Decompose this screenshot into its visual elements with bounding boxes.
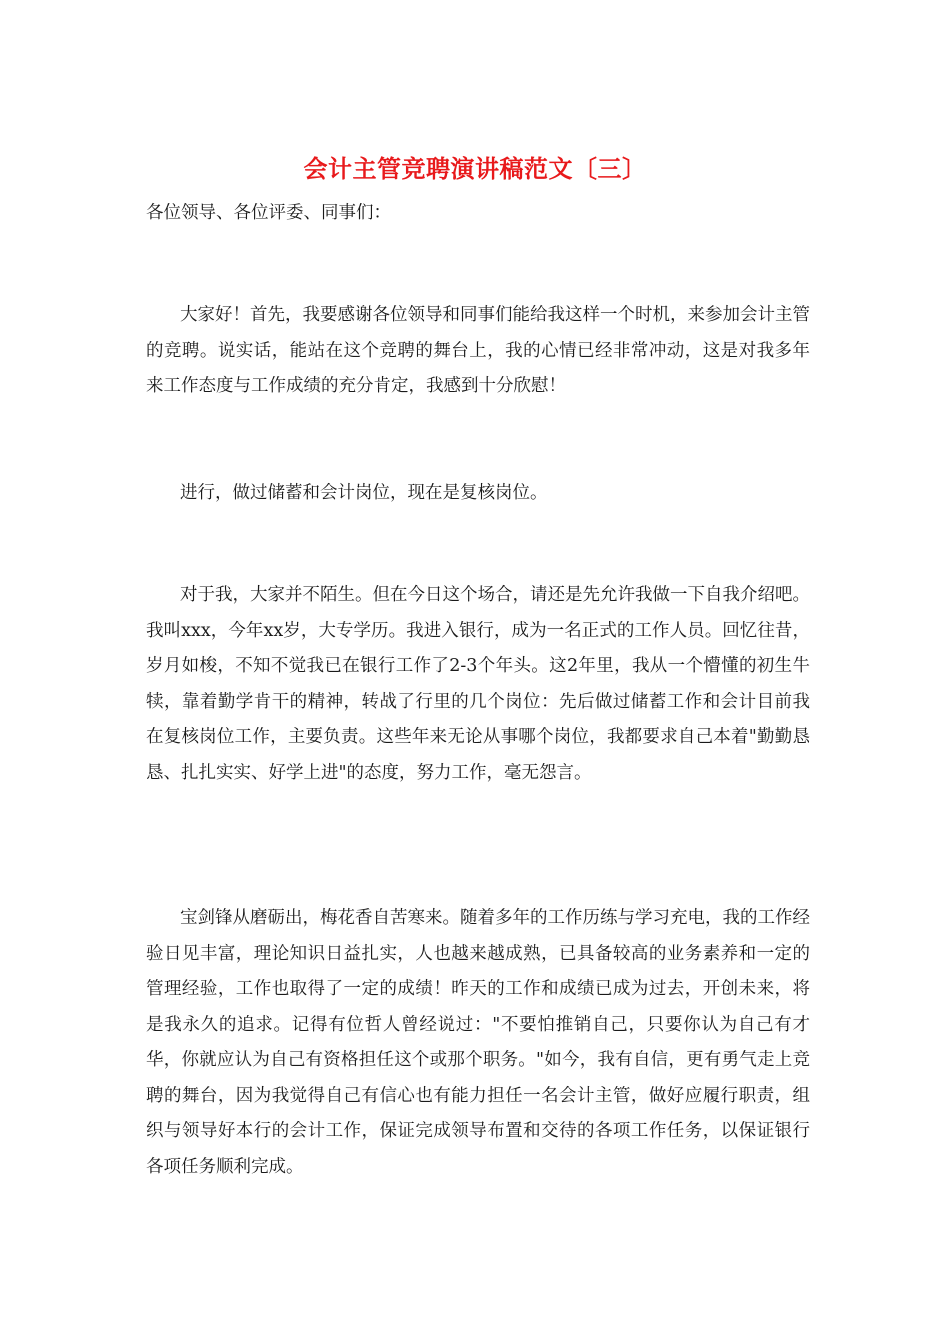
paragraph-opening: 大家好！首先，我要感谢各位领导和同事们能给我这样一个时机，来参加会计主管的竞聘。说实话，能站在这个竞聘的舞台上，我的心情已经非常冲动，这是对我多年来工作态度与工作成绩的充分肯定，我感到十分欣慰！ <box>146 305 810 396</box>
salutation: 各位领导、各位评委、同事们： <box>146 203 391 223</box>
document-title: 会计主管竞聘演讲稿范文〔三〕 <box>303 154 647 183</box>
paragraph-self-introduction: 对于我，大家并不陌生。但在今日这个场合，请还是先允许我做一下自我介绍吧。我叫xxx，今年xx岁，大专学历。我进入银行，成为一名正式的工作人员。回忆往昔，岁月如梭，不知不觉我已在银行工作了2-3个年头。这2年里，我从一个懵懂的初生牛犊，靠着勤学肯干的精神，转战了行里的几个岗位：先后做过储蓄工作和会计目前我在复核岗位工作，主要负责。这些年来无论从事哪个岗位，我都要求自己本着"勤勤恳恳、扎扎实实、好学上进"的态度，努力工作，毫无怨言。 <box>146 585 810 783</box>
paragraph-qualifications: 宝剑锋从磨砺出，梅花香自苦寒来。随着多年的工作历练与学习充电，我的工作经验日见丰富，理论知识日益扎实，人也越来越成熟，已具备较高的业务素养和一定的管理经验，工作也取得了一定的成绩！昨天的工作和成绩已成为过去，开创未来，将是我永久的追求。记得有位哲人曾经说过："不要怕推销自己，只要你认为自己有才华，你就应认为自己有资格担任这个或那个职务。"如今，我有自信，更有勇气走上竞聘的舞台，因为我觉得自己有信心也有能力担任一名会计主管，做好应履行职责，组织与领导好本行的会计工作，保证完成领导布置和交待的各项工作任务，以保证银行各项任务顺利完成。 <box>146 908 810 1177</box>
paragraph-positions: 进行，做过储蓄和会计岗位，现在是复核岗位。 <box>180 483 548 503</box>
